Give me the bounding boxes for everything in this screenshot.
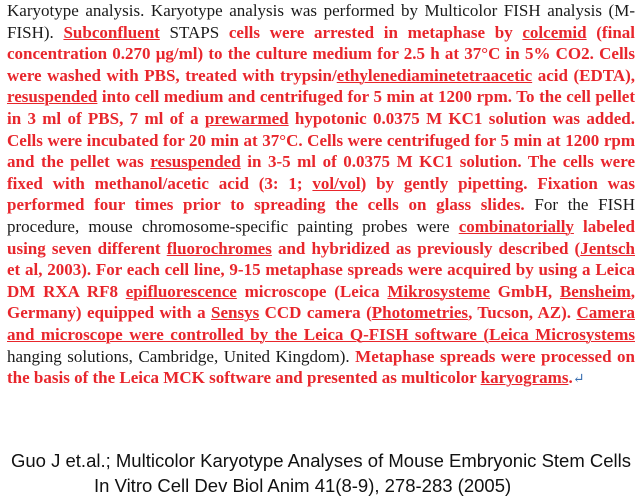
text-run: microscope (Leica — [236, 281, 388, 301]
text-run: hanging solutions, Cambridge, United Kingdom). — [7, 346, 350, 366]
text-run: resuspended — [7, 87, 98, 107]
text-run: Bensheim — [559, 281, 631, 301]
text-run: epifluorescence — [125, 281, 237, 301]
paragraph-mark-icon: ↵ — [572, 372, 585, 388]
text-run: . — [568, 368, 573, 388]
text-run: Photometries — [371, 303, 469, 323]
methods-paragraph — [7, 0, 635, 391]
text-run: ) by gently pipetting. Fixation was performed four times prior to spreading the cells on glass slides. — [7, 173, 635, 215]
text-run: Jentsch — [580, 238, 635, 258]
text-run: Sensys — [211, 303, 260, 323]
text-run: et al, 2003). For each cell line, 9-15 metaphase spreads were acquired by using a Leica DM RXA RF8 — [7, 260, 635, 301]
text-run: Karyotype analysis. Karyotype analysis was performed by Multicolor FISH analysis (M-FISH). — [7, 1, 635, 42]
citation-line-1: Guo J et.al.; Multicolor Karyotype Analyses of Mouse Embryonic Stem Cells — [11, 450, 632, 471]
text-run: in 3-5 ml of 0.0375 M KC1 solution. The cells were fixed with methanol/acetic acid (3: 1; — [7, 152, 635, 193]
text-run: ethylenediaminetetraacetic — [336, 65, 533, 85]
text-run: resuspended — [150, 152, 241, 172]
text-run: CCD camera ( — [259, 303, 372, 323]
text-run: karyograms — [480, 368, 569, 388]
text-run: and hybridized as previously described ( — [271, 238, 581, 258]
text-run: into cell medium and centrifuged for 5 min at 1200 rpm. To the cell pellet in 3 ml of PBS, 7 ml of a — [7, 87, 635, 128]
citation-caption — [0, 448, 640, 498]
text-run: (final concentration 0.270 μg/ml) to the culture medium for 2.5 h at 37°C in 5% CO2. Cells were washed with PBS, treated with trypsin/ — [7, 22, 635, 85]
text-run: STAPS — [159, 22, 229, 42]
text-run: hypotonic 0.0375 M KC1 solution was added. Cells were incubated for 20 min at 37°C. Cells were centrifuged for 5 min at 1200 rpm and the pellet was — [7, 108, 635, 172]
text-run: , Tucson, AZ). — [468, 303, 577, 323]
text-run: For the FISH procedure, mouse chromosome-specific painting probes were — [7, 195, 636, 236]
text-run: Camera and microscope were controlled by the Leica Q-FISH software (Leica Microsystems — [7, 303, 635, 344]
text-run: cells were arrested in metaphase by — [228, 22, 523, 42]
document-body — [7, 0, 635, 391]
text-run: vol/vol — [312, 173, 361, 193]
text-run: , Germany) equipped with a — [7, 281, 635, 323]
text-run: prewarmed — [204, 108, 289, 128]
citation-line-2: In Vitro Cell Dev Biol Anim 41(8-9), 278-283 (2005) — [94, 475, 512, 496]
text-run: colcemid — [522, 22, 587, 42]
text-run: fluorochromes — [166, 238, 272, 258]
text-run: GmbH, — [490, 281, 560, 301]
text-run: combinatorially — [458, 216, 574, 236]
text-run: Mikrosysteme — [387, 281, 490, 301]
text-run: labeled using seven different — [7, 216, 635, 258]
text-run: acid (EDTA), — [532, 65, 636, 85]
text-run: Metaphase spreads were processed on the basis of the Leica MCK software and presented as multicolor — [7, 346, 635, 388]
text-run: Subconfluent — [63, 22, 160, 42]
